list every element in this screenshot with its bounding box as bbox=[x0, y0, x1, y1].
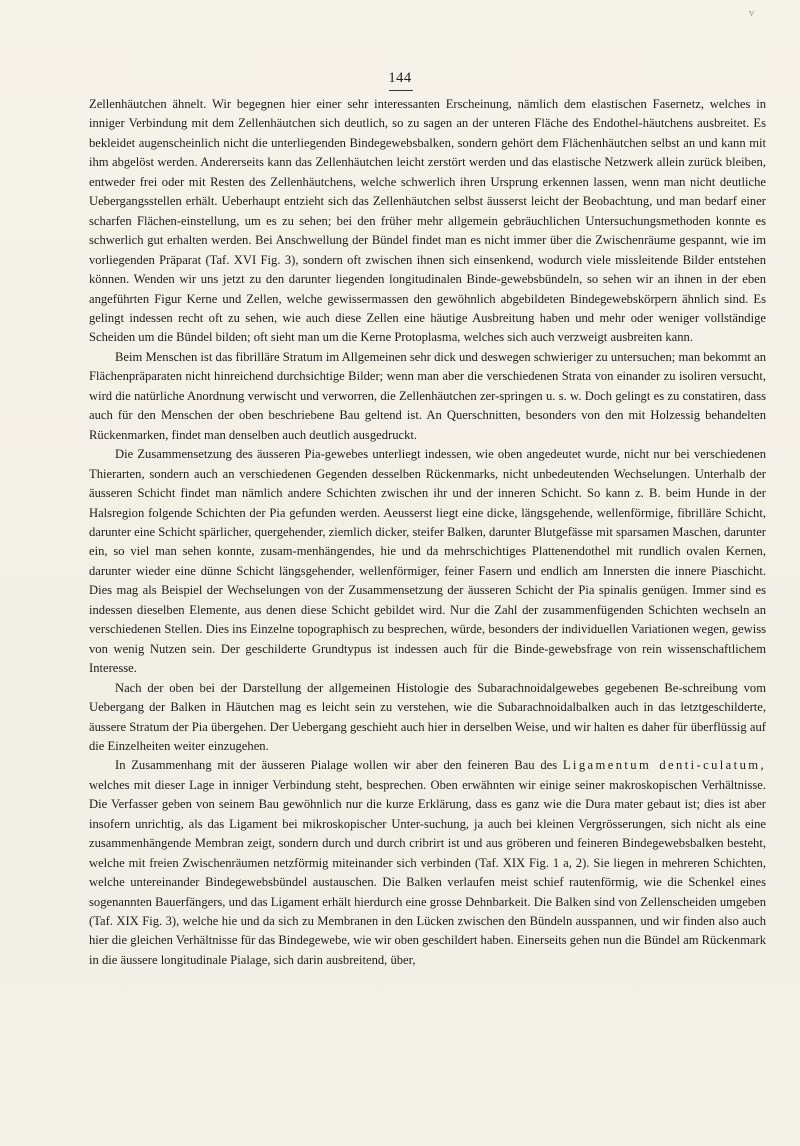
page-number: 144 bbox=[388, 70, 412, 86]
paragraph-5-lead: In Zusammenhang mit der äusseren Pialage wollen wir aber den feineren Bau des bbox=[115, 758, 563, 773]
paragraph-4: Nach der oben bei der Darstellung der allgemeinen Histologie des Subarachnoidalgewebes gegebenen Be-schreibung vom Uebergang der Balken in Häutchen mag es leicht sein zu verstehen, wie die Subarachnoidalbalken auch in das letztgeschilderte, äussere Stratum der Pia übergehen. Der Uebergang geschieht auch hier in derselben Weise, und wir halten es daher für überflüssig auf die Einzelheiten weiter einzugehen. bbox=[89, 680, 766, 753]
paragraph-5 bbox=[89, 756, 766, 970]
paragraph-3: Die Zusammensetzung des äusseren Pia-gewebes unterliegt indessen, wie oben angedeutet wurde, nicht nur bei verschiedenen Thierarten, sondern auch an verschiedenen Gegenden desselben Rückenmarks, nicht unbedeutenden Wechselungen. Unterhalb der äusseren Schicht findet man nämlich andere Schichten zwischen ihr und der inneren Schicht. So kann z. B. beim Hunde in der Halsregion folgende Schichten der Pia gefunden werden. Aeusserst liegt eine dicke, längsgehende, wellenförmige, fibrilläre Schicht, darunter eine Schicht spärlicher, quergehender, ziemlich dicker, steifer Balken, darunter Blutgefässe mit sparsamen Maschen, darunter ein, so viel man sehen konnte, zusam-menhängendes, hie und da mehrschichtiges Plattenendothel mit rundlich ovalen Kernen, darunter wieder eine dünne Schicht längsgehender, wellenförmiger, feiner Fasern und endlich am Innersten die innere Piaschicht. Dies mag als Beispiel der Wechselungen von der Zusammensetzung der äusseren Schicht der Pia spinalis genügen. Immer sind es indessen dieselben Elemente, aus denen diese Schicht gebildet wird. Nur die Zahl der zusammenfügenden Schichten wechseln an verschiedenen Stellen. Dies ins Einzelne topographisch zu besprechen, würde, besonders der individuellen Variationen wegen, gewiss von wenig Nutzen sein. Der geschilderte Grundtypus ist indessen auch für die Binde-gewebsfrage von rein wissenschaftlichem Interesse. bbox=[89, 447, 767, 676]
paragraph-1: Zellenhäutchen ähnelt. Wir begegnen hier einer sehr interessanten Erscheinung, nämlich dem elastischen Fasernetz, welches in inniger Verbindung mit dem Zellenhäutchen sich deutlich, so zu sagen an der unteren Fläche des Endothel-häutchens ausbreitet. Es bekleidet augenscheinlich nicht die unterliegenden Bindegewebsbalken, sondern gehört dem Flächenhäutchen selbst an und kann mit ihm abgelöst werden. Andererseits kann das Zellenhäutchen leicht zerstört werden und das elastische Netzwerk allein zurück bleiben, entweder frei oder mit Resten des Zellenhäutchens, welche schwerlich ihren Ursprung erkennen lassen, wenn man nicht deutliche Uebergangsstellen erhält. Ueberhaupt entzieht sich das Zellenhäutchen selbst äusserst leicht der Beobachtung, und man bedarf einer scharfen Flächen-einstellung, um es zu sehen; bei den früher mehr allgemein gebräuchlichen Untersuchungsmethoden konnte es schwerlich gut erhalten werden. Bei Anschwellung der Bündel findet man es nicht immer über die Zwischenräume gespannt, wie im vorliegenden Präparat (Taf. XVI Fig. 3), sondern oft zwischen ihnen sich einsenkend, wodurch viele missleitende Bilder entstehen können. Wenden wir uns jetzt zu den darunter liegenden longitudinalen Binde-gewebsbündeln, so sehen wir an ihnen in der eben angeführten Figur Kerne und Zellen, welche gewissermassen den gewöhnlich abgebildeten Bindegewebskörpern ähnlich sind. Es gelingt indessen recht oft zu sehen, wie auch diese Zellen eine häutige Ausbreitung haben und mehr oder weniger vollständige Scheiden um die Bündel bilden; oft sieht man um die Kerne Protoplasma, welches sich auch verzweigt ausbreiten kann. bbox=[89, 97, 766, 345]
paragraph-5-rest: welches mit dieser Lage in inniger Verbindung steht, besprechen. Oben erwähnten wir einige seiner makroskopischen Verhältnisse. Die Verfasser geben von seinem Bau gewöhnlich nur die kurze Erklärung, dass es ganz wie die Dura mater gebaut ist; dies ist aber insofern unrichtig, als das Ligament bei mikroskopischer Unter-suchung, ja auch bei kleinen Vergrösserungen, sich nicht als eine zusammenhängende Membran zeigt, sondern durch und durch cribrirt ist und aus gröberen und feineren Bindegewebsbalken besteht, welche mit freien Zwischenräumen netzförmig miteinander sich verbinden (Taf. XIX Fig. 1 a, 2). Sie liegen in mehreren Schichten, welche untereinander Bindegewebsbündel austauschen. Die Balken verlaufen meist schief rautenförmig, wie die Schenkel eines sogenannten Bauerfängers, und das Ligament erhält hierdurch eine grosse Dehnbarkeit. Die Balken sind von Zellenscheiden umgeben (Taf. XIX Fig. 3), welche hie und da sich zu Membranen in den Lücken zwischen den Bündeln ausspannen, und wir finden also auch hier die gleichen Verhältnisse für das Bindegewebe, wie wir oben geschildert haben. Einerseits gehen nun die Bündel am Rückenmark in die äussere longitudinale Pialage, sich darin ausbreitend, über, bbox=[89, 777, 766, 967]
paragraph-2: Beim Menschen ist das fibrilläre Stratum im Allgemeinen sehr dick und deswegen schwieriger zu untersuchen; man bekommt an Flächenpräparaten nicht hinreichend durchsichtige Bilder; wenn man aber die verschiedenen Strata von einander zu isoliren versucht, wird die natürliche Anordnung verwischt und verworren, die Zellenhäutchen zer-springen u. s. w. Doch gelingt es zu constatiren, dass auch für den Menschen der oben beschriebene Bau geltend ist. An Querschnitten, besonders von den mit Holzessig behandelten Rückenmarken, findet man denselben auch deutlich ausgedruckt. bbox=[89, 349, 766, 442]
page-number-rule bbox=[389, 90, 413, 91]
corner-mark: v bbox=[749, 8, 754, 19]
spaced-term: Ligamentum denti-culatum, bbox=[562, 758, 767, 773]
body-text bbox=[89, 95, 766, 970]
